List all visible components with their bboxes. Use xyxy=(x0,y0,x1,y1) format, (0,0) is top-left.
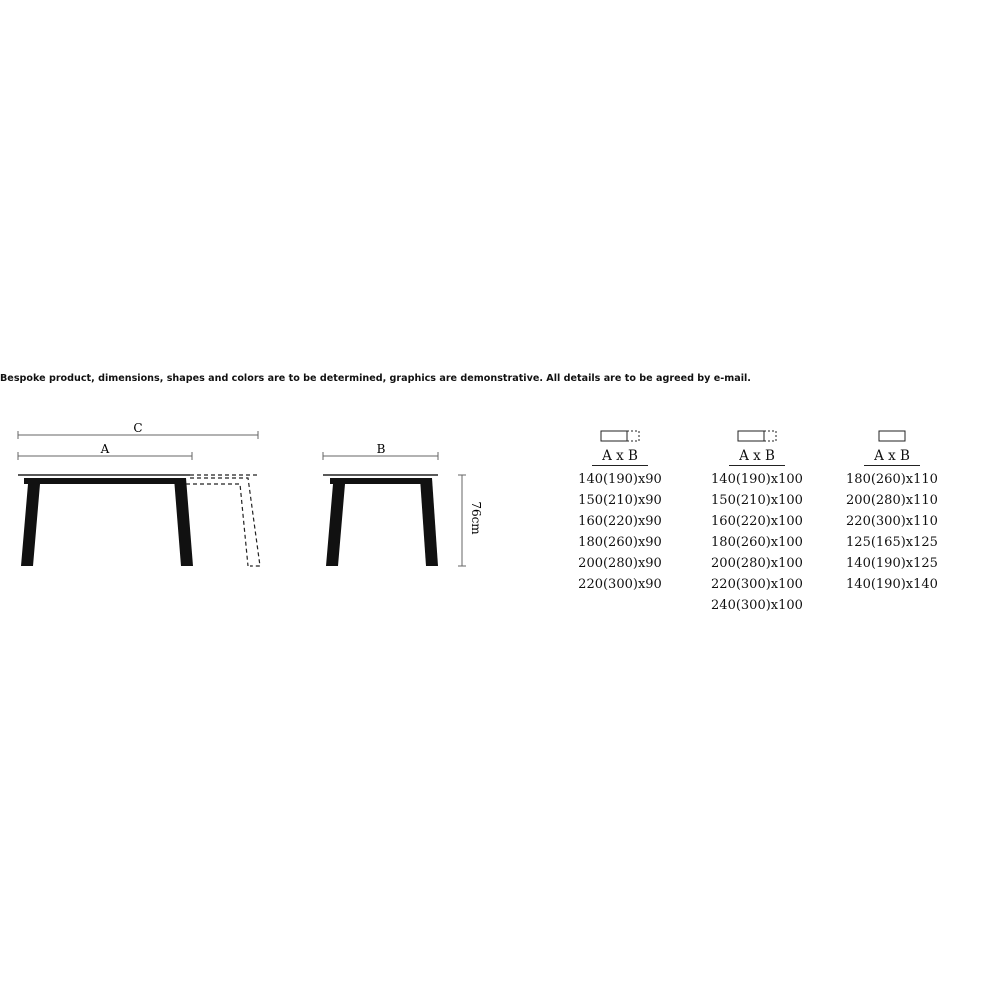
column-header: A x B xyxy=(729,448,785,466)
size-row: 200(280)x90 xyxy=(578,556,662,571)
table-dimension-drawing xyxy=(0,405,490,580)
size-row: 180(260)x90 xyxy=(578,535,662,550)
table-front-view xyxy=(18,475,193,566)
size-row: 160(220)x100 xyxy=(711,514,803,529)
size-row: 140(190)x90 xyxy=(578,472,662,487)
rectangle-icon xyxy=(812,430,972,444)
disclaimer-text: Bespoke product, dimensions, shapes and colors are to be determined, graphics are demonstrative. All details are to be agreed by e-mail. xyxy=(0,373,751,384)
size-row: 200(280)x100 xyxy=(711,556,803,571)
size-column-3 xyxy=(812,430,972,595)
size-row: 220(300)x110 xyxy=(846,514,938,529)
size-row: 240(300)x100 xyxy=(711,598,803,613)
size-row: 220(300)x90 xyxy=(578,577,662,592)
size-row: 200(280)x110 xyxy=(846,493,938,508)
dimension-height xyxy=(458,475,466,566)
size-row: 140(190)x140 xyxy=(846,577,938,592)
size-row: 140(190)x125 xyxy=(846,556,938,571)
column-header: A x B xyxy=(864,448,920,466)
size-row: 125(165)x125 xyxy=(846,535,938,550)
label-c: C xyxy=(133,421,143,435)
height-label: 76cm xyxy=(469,501,483,535)
table-side-view xyxy=(323,475,438,566)
size-row: 180(260)x100 xyxy=(711,535,803,550)
extendable-rectangle-icon xyxy=(540,430,700,444)
size-row: 160(220)x90 xyxy=(578,514,662,529)
size-column-1 xyxy=(540,430,700,595)
table-extension-outline xyxy=(186,475,260,566)
label-a: A xyxy=(100,442,110,456)
size-row: 220(300)x100 xyxy=(711,577,803,592)
size-row: 150(210)x90 xyxy=(578,493,662,508)
label-b: B xyxy=(376,442,386,456)
size-row: 150(210)x100 xyxy=(711,493,803,508)
size-row: 180(260)x110 xyxy=(846,472,938,487)
size-row: 140(190)x100 xyxy=(711,472,803,487)
column-header: A x B xyxy=(592,448,648,466)
